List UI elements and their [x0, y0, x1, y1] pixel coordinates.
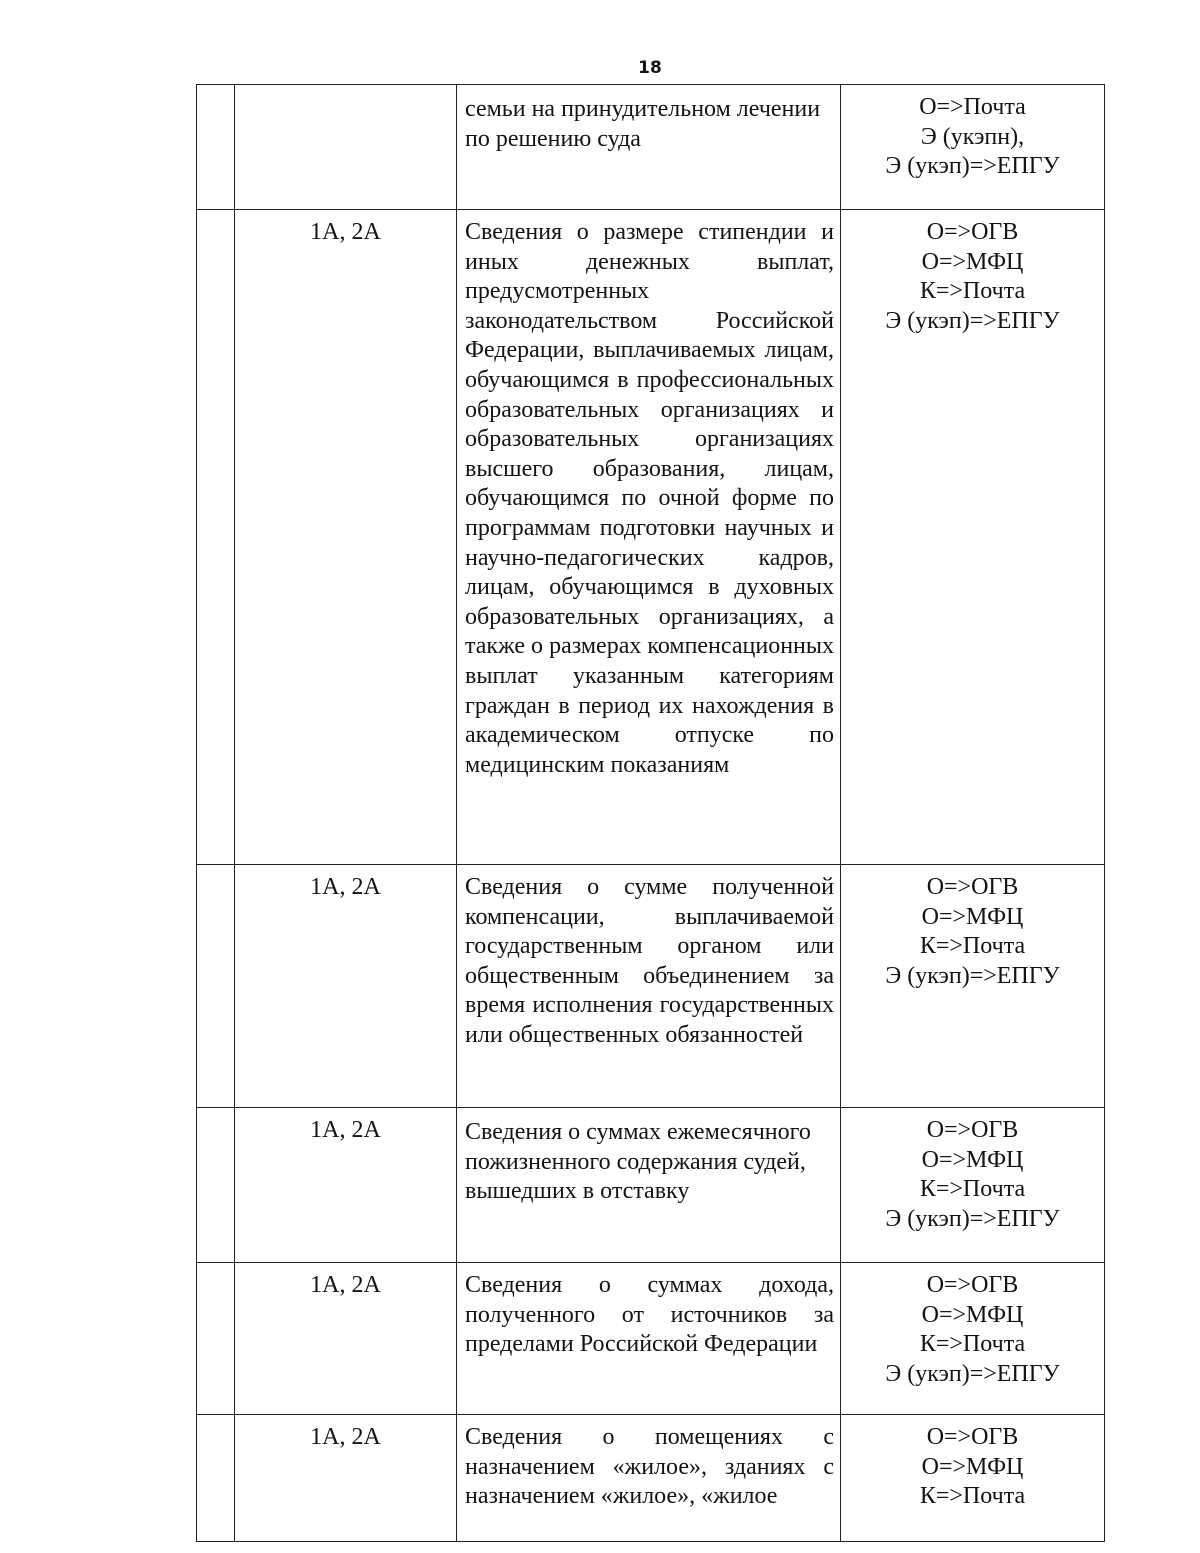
index-cell	[197, 1263, 235, 1415]
delivery-methods-cell	[841, 210, 1105, 865]
description-cell: Сведения о суммах дохода, полученного от источников за пределами Российской Федерации	[457, 1263, 841, 1415]
category-code-cell	[235, 85, 457, 210]
delivery-method: К=>Почта	[919, 1176, 1026, 1203]
table-row	[197, 1415, 1105, 1542]
delivery-method: К=>Почта	[919, 278, 1026, 305]
index-cell	[197, 865, 235, 1108]
index-cell	[197, 210, 235, 865]
category-code-cell: 1А, 2А	[235, 1108, 457, 1263]
delivery-methods-cell	[841, 1415, 1105, 1542]
category-code-cell: 1А, 2А	[235, 210, 457, 865]
index-cell	[197, 1108, 235, 1263]
delivery-method: Э (укэпн),	[920, 123, 1025, 150]
delivery-method: О=>ОГВ	[926, 874, 1019, 900]
table-row	[197, 1263, 1105, 1415]
category-code-cell: 1А, 2А	[235, 1263, 457, 1415]
category-code-cell: 1А, 2А	[235, 1415, 457, 1542]
delivery-method: Э (укэп)=>ЕПГУ	[885, 1360, 1060, 1387]
delivery-method: Э (укэп)=>ЕПГУ	[885, 962, 1060, 989]
delivery-method: К=>Почта	[919, 933, 1026, 960]
document-table	[196, 84, 1105, 1542]
delivery-method: О=>ОГВ	[926, 1424, 1019, 1450]
delivery-method: О=>МФЦ	[921, 1301, 1024, 1328]
delivery-methods-cell	[841, 85, 1105, 210]
table-row	[197, 85, 1105, 210]
description-cell: семьи на принудительном лечении по решению суда	[457, 85, 841, 210]
delivery-method: К=>Почта	[919, 1331, 1026, 1358]
delivery-method: О=>Почта	[919, 94, 1026, 120]
delivery-method: Э (укэп)=>ЕПГУ	[885, 307, 1060, 334]
table-row	[197, 210, 1105, 865]
description-cell: Сведения о размере стипендии и иных денежных выплат, предусмотренных законодательством Российской Федерации, выплачиваемых лицам, обучающимся в профессиональных образовательных организациях и образовательных организациях высшего образования, лицам, обучающимся по очной форме по программам подготовки научных и научно-педагогических кадров, лицам, обучающимся в духовных образовательных организациях, а также о размерах компенсационных выплат указанным категориям граждан в период их нахождения в академическом отпуске по медицинским показаниям	[457, 210, 841, 865]
index-cell	[197, 85, 235, 210]
delivery-method: О=>МФЦ	[921, 903, 1024, 930]
delivery-method: Э (укэп)=>ЕПГУ	[885, 1205, 1060, 1232]
delivery-method: О=>ОГВ	[926, 1272, 1019, 1298]
description-cell: Сведения о суммах ежемесячного пожизненного содержания судей, вышедших в отставку	[457, 1108, 841, 1263]
description-cell: Сведения о помещениях с назначением «жилое», зданиях с назначением «жилое», «жилое	[457, 1415, 841, 1542]
description-cell: Сведения о сумме полученной компенсации, выплачиваемой государственным органом или общественным объединением за время исполнения государственных или общественных обязанностей	[457, 865, 841, 1108]
delivery-method: О=>МФЦ	[921, 1146, 1024, 1173]
delivery-methods-cell	[841, 865, 1105, 1108]
delivery-method: Э (укэп)=>ЕПГУ	[885, 153, 1060, 180]
delivery-methods-cell	[841, 1263, 1105, 1415]
delivery-method: О=>МФЦ	[921, 248, 1024, 275]
table-row	[197, 1108, 1105, 1263]
delivery-method: О=>ОГВ	[926, 219, 1019, 245]
page-number: 18	[638, 58, 662, 78]
delivery-method: О=>ОГВ	[926, 1117, 1019, 1143]
delivery-methods-cell	[841, 1108, 1105, 1263]
delivery-method: О=>МФЦ	[921, 1453, 1024, 1480]
category-code-cell: 1А, 2А	[235, 865, 457, 1108]
index-cell	[197, 1415, 235, 1542]
table-row	[197, 865, 1105, 1108]
delivery-method: К=>Почта	[919, 1483, 1026, 1510]
